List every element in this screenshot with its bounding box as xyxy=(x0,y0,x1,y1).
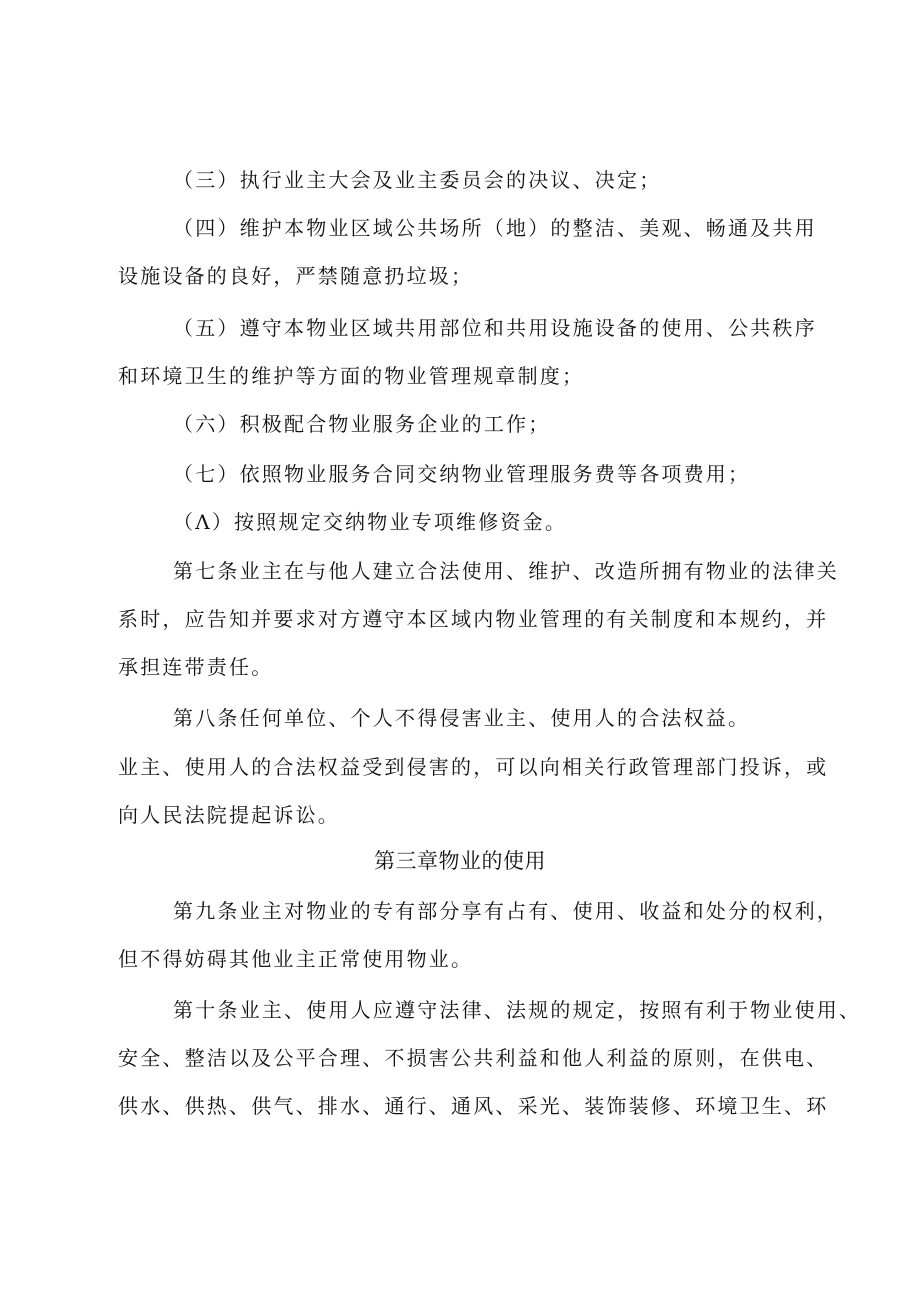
article-10-line-3: 供水、供热、供气、排水、通行、通风、采光、装饰装修、环境卫生、环 xyxy=(118,1094,829,1118)
clause-5-line-2: 和环境卫生的维护等方面的物业管理规章制度； xyxy=(118,364,585,388)
article-8-line-1: 第八条任何单位、个人不得侵害业主、使用人的合法权益。 xyxy=(173,706,751,730)
article-7-line-1: 第七条业主在与他人建立合法使用、维护、改造所拥有物业的法律关 xyxy=(173,559,839,583)
clause-3-line: （三）执行业主大会及业主委员会的决议、决定； xyxy=(173,168,662,192)
clause-7-line: （七）依照物业服务合同交纳物业管理服务费等各项费用； xyxy=(173,462,751,486)
clause-5-line-1: （五）遵守本物业区域共用部位和共用设施设备的使用、公共秩序 xyxy=(173,316,817,340)
clause-4-line-1: （四）维护本物业区域公共场所（地）的整洁、美观、畅通及共用 xyxy=(173,216,817,240)
article-8-line-3: 向人民法院提起诉讼。 xyxy=(118,803,340,827)
article-9-line-2: 但不得妨碍其他业主正常使用物业。 xyxy=(118,947,474,971)
clause-4-line-2: 设施设备的良好，严禁随意扔垃圾； xyxy=(118,264,474,288)
chapter-heading: 第三章物业的使用 xyxy=(374,849,546,873)
article-9-line-1: 第九条业主对物业的专有部分享有占有、使用、收益和处分的权利， xyxy=(173,899,839,923)
article-10-line-1: 第十条业主、使用人应遵守法律、法规的规定，按照有利于物业使用、 xyxy=(173,998,862,1022)
article-7-line-3: 承担连带责任。 xyxy=(118,655,274,679)
article-7-line-2: 系时，应告知并要求对方遵守本区域内物业管理的有关制度和本规约，并 xyxy=(118,607,829,631)
clause-6-line: （六）积极配合物业服务企业的工作； xyxy=(173,412,551,436)
article-10-line-2: 安全、整洁以及公平合理、不损害公共利益和他人利益的原则，在供电、 xyxy=(118,1046,829,1070)
clause-8-line: （Λ）按照规定交纳物业专项维修资金。 xyxy=(173,510,568,534)
article-8-line-2: 业主、使用人的合法权益受到侵害的，可以向相关行政管理部门投诉，或 xyxy=(118,755,829,779)
